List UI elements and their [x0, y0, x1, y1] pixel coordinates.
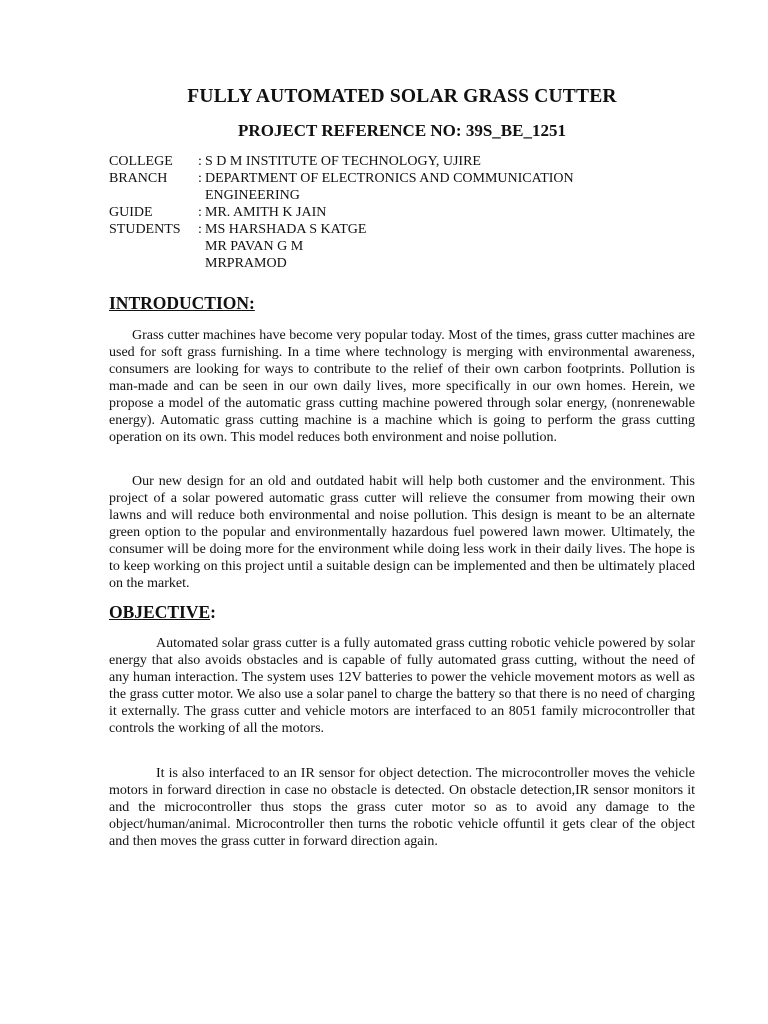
college-value: S D M INSTITUTE OF TECHNOLOGY, UJIRE [205, 154, 481, 169]
introduction-heading [109, 293, 255, 314]
student-name: MS HARSHADA S KATGE [205, 222, 367, 237]
separator: : [198, 222, 202, 237]
separator: : [198, 154, 202, 169]
project-reference: PROJECT REFERENCE NO: 39S_BE_1251 [238, 121, 566, 140]
students-row [109, 221, 699, 238]
introduction-paragraph-2: Our new design for an old and outdated habit will help both customer and the environment. This project of a solar powered automatic grass cutter will relieve the consumer from mowing their own lawns and will reduce both environmental and noise pollution. This design is meant to be an alternate green option to the popular and environmentally hazardous fuel powered lawn mower. Ultimately, the consumer will be doing more for the environment while doing less work in their daily lives. The hope is to keep working on this project until a suitable design can be implemented and then be ultimately placed on the market. [109, 474, 695, 591]
branch-value: DEPARTMENT OF ELECTRONICS AND COMMUNICATION [205, 171, 574, 186]
objective-paragraph-1: Automated solar grass cutter is a fully automated grass cutting robotic vehicle powered by solar energy that also avoids obstacles and is capable of fully automated grass cutting, without the need of any human interaction. The system uses 12V batteries to power the vehicle movement motors as well as the grass cutter motor. We also use a solar panel to charge the battery so that there is no need of charging it externally. The grass cutter and vehicle motors are interfaced to an 8051 family microcontroller that controls the working of all the motors. [109, 636, 695, 736]
objective-heading-colon: : [210, 602, 216, 622]
guide-row [109, 204, 699, 221]
separator: : [198, 171, 202, 186]
student-name: MR PAVAN G M [205, 239, 304, 254]
college-row [109, 153, 699, 170]
branch-label: BRANCH [109, 171, 168, 186]
student-name: MRPRAMOD [205, 256, 287, 271]
students-label: STUDENTS [109, 222, 181, 237]
separator: : [198, 205, 202, 220]
project-details [109, 153, 699, 272]
introduction-heading-text: INTRODUCTION: [109, 293, 255, 313]
guide-value: MR. AMITH K JAIN [205, 205, 327, 220]
introduction-paragraph-1: Grass cutter machines have become very popular today. Most of the times, grass cutter machines are used for soft grass furnishing. In a time where technology is merging with environmental awareness, consumers are looking for ways to contribute to the relief of their own carbon footprints. Pollution is man-made and can be seen in our own daily lives, more specifically in our own homes. Herein, we propose a model of the automatic grass cutting machine powered through solar energy, (nonrenewable energy). Automatic grass cutting machine is a machine which is going to perform the grass cutting operation on its own. This model reduces both environment and noise pollution. [109, 328, 695, 445]
guide-label: GUIDE [109, 205, 153, 220]
branch-value-continued: ENGINEERING [205, 188, 300, 203]
branch-row [109, 170, 699, 187]
college-label: COLLEGE [109, 154, 173, 169]
document-title: FULLY AUTOMATED SOLAR GRASS CUTTER [187, 86, 617, 107]
objective-paragraph-2: It is also interfaced to an IR sensor for object detection. The microcontroller moves the vehicle motors in forward direction in case no obstacle is detected. On obstacle detection,IR sensor monitors it and the microcontroller thus stops the grass cuter motor so as to avoid any damage to the object/human/animal. Microcontroller then turns the robotic vehicle offuntil it gets clear of the object and then moves the grass cutter in forward direction again. [109, 766, 695, 849]
objective-heading-text: OBJECTIVE [109, 602, 211, 622]
objective-heading [109, 602, 216, 623]
